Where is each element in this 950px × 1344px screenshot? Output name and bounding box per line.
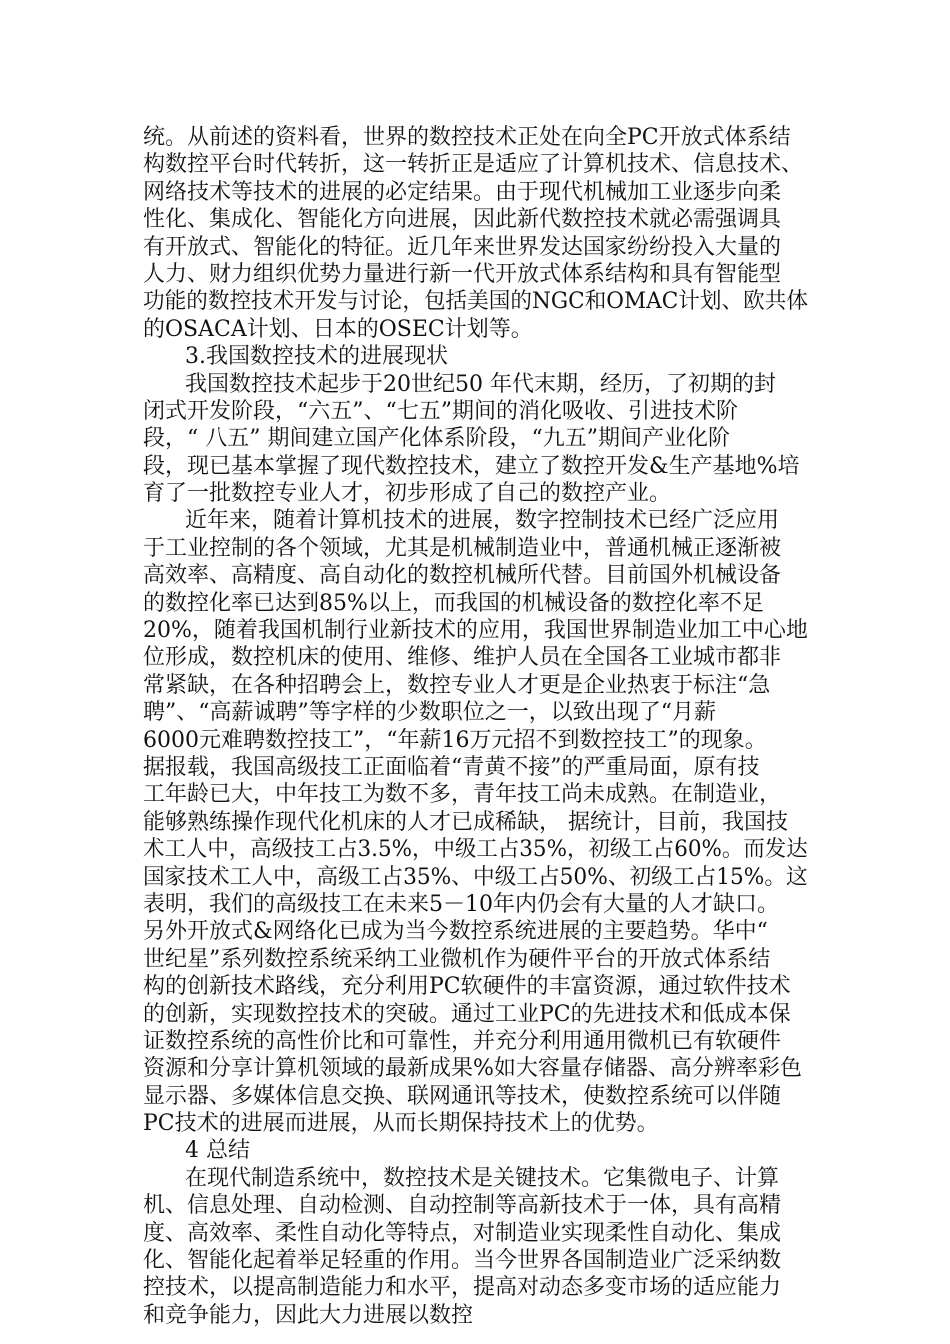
text-line: 聘”、“高薪诚聘”等字样的少数职位之一，以致出现了“月薪 [143, 700, 716, 726]
text-line: 能够熟练操作现代化机床的人才已成稀缺， 据统计，目前，我国技 [143, 809, 788, 835]
text-line: 于工业控制的各个领域，尤其是机械制造业中，普通机械正逐渐被 [143, 535, 782, 561]
text-line: 度、高效率、柔性自动化等特点，对制造业实现柔性自动化、集成 [143, 1220, 782, 1246]
text-line: 和竞争能力，因此大力进展以数控 [143, 1302, 474, 1328]
text-line: 育了一批数控专业人才，初步形成了自己的数控产业。 [143, 481, 672, 507]
text-line: 统。从前述的资料看，世界的数控技术正处在向全PC开放式体系结 [143, 125, 791, 150]
text-line: 世纪星”系列数控系统采纳工业微机作为硬件平台的开放式体系结 [143, 946, 771, 972]
text-line: 位形成，数控机床的使用、维修、维护人员在全国各工业城市都非 [143, 645, 782, 671]
text-line: 段，现已基本掌握了现代数控技术，建立了数控开发&生产基地%培 [143, 453, 800, 479]
text-line: 闭式开发阶段，“六五”、“七五”期间的消化吸收、引进技术阶 [143, 398, 738, 424]
text-line: PC技术的进展而进展，从而长期保持技术上的优势。 [143, 1111, 659, 1137]
text-line: 的创新，实现数控技术的突破。通过工业PC的先进技术和低成本保 [143, 1001, 791, 1027]
text-line: 显示器、多媒体信息交换、联网通讯等技术，使数控系统可以伴随 [143, 1083, 782, 1109]
text-line: 构的创新技术路线，充分利用PC软硬件的丰富资源，通过软件技术 [143, 974, 791, 1000]
text-line: 另外开放式&网络化已成为当今数控系统进展的主要趋势。华中“ [143, 919, 768, 945]
text-line: 人力、财力组织优势力量进行新一代开放式体系结构和具有智能型 [143, 261, 782, 287]
text-line: 的数控化率已达到85%以上，而我国的机械设备的数控化率不足 [143, 590, 764, 616]
text-line: 术工人中，高级技工占3.5%，中级工占35%，初级工占60%。而发达 [143, 837, 808, 863]
text-line: 4 总结 [185, 1138, 250, 1164]
text-line: 构数控平台时代转折，这一转折正是适应了计算机技术、信息技术、 [143, 152, 804, 178]
text-line: 常紧缺，在各种招聘会上，数控专业人才更是企业热衷于标注“急 [143, 672, 771, 698]
text-line: 控技术，以提高制造能力和水平，提高对动态多变市场的适应能力 [143, 1275, 782, 1301]
text-line: 功能的数控技术开发与讨论，包括美国的NGC和OMAC计划、欧共体 [143, 289, 808, 315]
text-line: 工年龄已大，中年技工为数不多，青年技工尚未成熟。在制造业， [143, 782, 782, 808]
text-line: 网络技术等技术的进展的必定结果。由于现代机械加工业逐步向柔 [143, 179, 782, 205]
text-line: 我国数控技术起步于20世纪50 年代末期，经历，了初期的封 [185, 371, 776, 397]
text-line: 在现代制造系统中，数控技术是关键技术。它集微电子、计算 [185, 1165, 780, 1191]
text-line: 化、智能化起着举足轻重的作用。当今世界各国制造业广泛采纳数 [143, 1248, 782, 1274]
text-line: 国家技术工人中，高级工占35%、中级工占50%、初级工占15%。这 [143, 864, 808, 890]
text-line: 表明，我们的高级技工在未来5－10年内仍会有大量的人才缺口。 [143, 891, 779, 917]
text-line: 据报载，我国高级技工正面临着“青黄不接”的严重局面，原有技 [143, 754, 760, 780]
text-line: 近年来，随着计算机技术的进展，数字控制技术已经广泛应用 [185, 508, 780, 534]
text-line: 有开放式、智能化的特征。近几年来世界发达国家纷纷投入大量的 [143, 234, 782, 260]
text-line: 机、信息处理、自动检测、自动控制等高新技术于一体，具有高精 [143, 1193, 782, 1219]
text-line: 段，“ 八五” 期间建立国产化体系阶段，“九五”期间产业化阶 [143, 426, 730, 452]
text-line: 20%，随着我国机制行业新技术的应用，我国世界制造业加工中心地 [143, 618, 808, 644]
text-line: 的OSACA计划、日本的OSEC计划等。 [143, 316, 533, 342]
text-line: 证数控系统的高性价比和可靠性，并充分利用通用微机已有软硬件 [143, 1028, 782, 1054]
body-text [143, 124, 808, 1329]
text-line: 3.我国数控技术的进展现状 [185, 344, 448, 370]
text-line: 6000元难聘数控技工”，“年薪16万元招不到数控技工”的现象。 [143, 727, 767, 753]
text-line: 资源和分享计算机领域的最新成果%如大容量存储器、高分辨率彩色 [143, 1056, 802, 1082]
text-line: 性化、集成化、智能化方向进展，因此新代数控技术就必需强调具 [143, 207, 782, 233]
text-line: 高效率、高精度、高自动化的数控机械所代替。目前国外机械设备 [143, 563, 782, 589]
